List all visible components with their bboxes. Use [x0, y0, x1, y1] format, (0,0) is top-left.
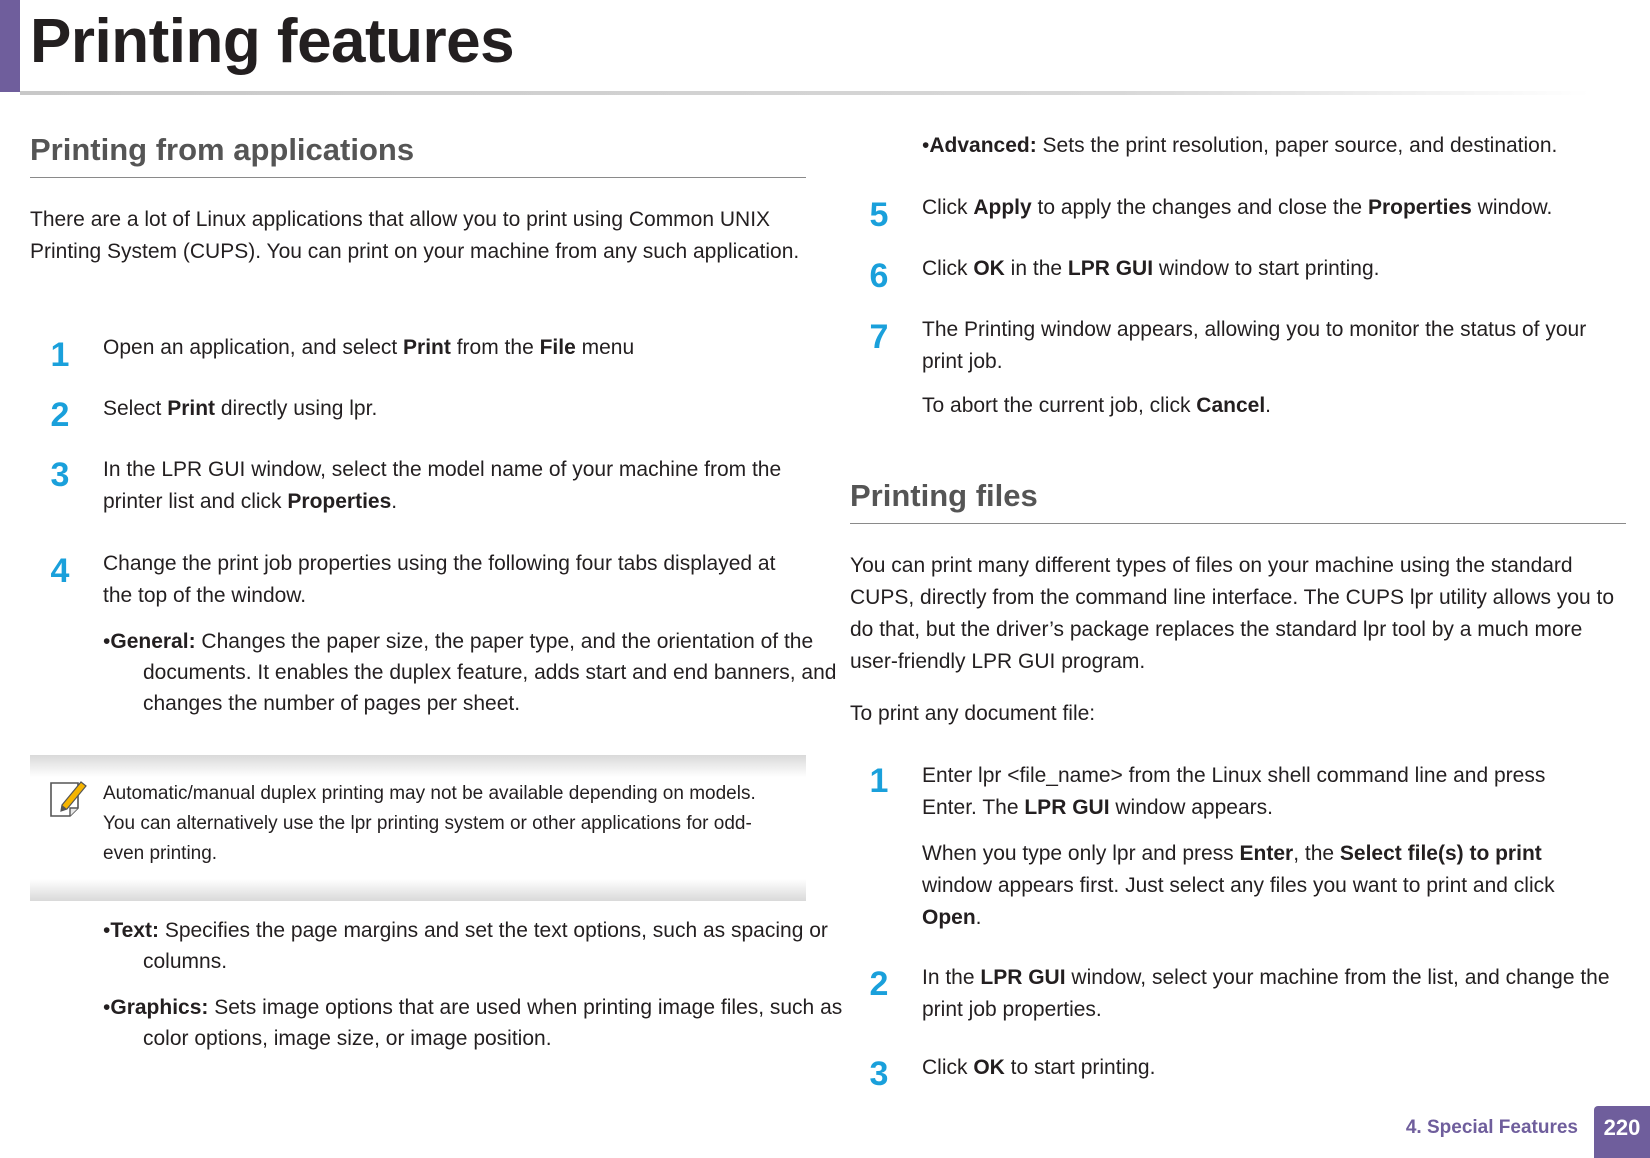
step-number: 1 [869, 762, 889, 800]
step-text: Click OK in the LPR GUI window to start printing. [922, 257, 1380, 280]
note-box [30, 755, 806, 901]
note-bottom-rule [30, 879, 806, 901]
step-text: Enter lpr <file_name> from the Linux shell command line and press Enter. The LPR GUI window appears. [922, 764, 1546, 819]
note-text: Automatic/manual duplex printing may not be available depending on models. You can alternatively use the lpr printing system or other applications for odd-even printing. [103, 783, 756, 864]
bullet-general: •General: Changes the paper size, the paper type, and the orientation of the documents. It enables the duplex feature, adds start and end banners, and changes the number of pages per sheet. [103, 630, 837, 715]
section-title-printing-files: Printing files [850, 478, 1038, 513]
title-divider [20, 91, 1590, 95]
header-accent-bar [0, 0, 20, 92]
note-pencil-icon [48, 778, 88, 820]
step-text: In the LPR GUI window, select your machine from the list, and change the print job properties. [922, 966, 1610, 1021]
step-number: 2 [869, 965, 889, 1003]
step-text: Change the print job properties using the following four tabs displayed at the top of the window. [103, 552, 776, 607]
printing-files-intro: You can print many different types of files on your machine using the standard CUPS, directly from the command line interface. The CUPS lpr utility allows you to do that, but the driver’s package replaces the standard lpr tool by a much more user-friendly LPR GUI program. [850, 554, 1615, 673]
footer-chapter: 4. Special Features [1405, 1117, 1578, 1138]
step-text: Click OK to start printing. [922, 1056, 1156, 1079]
step-text: Open an application, and select Print from the File menu [103, 336, 635, 359]
step-number: 6 [869, 257, 889, 295]
abort-instruction: To abort the current job, click Cancel. [922, 394, 1272, 417]
step-number: 4 [50, 552, 70, 590]
substep-note: When you type only lpr and press Enter, the Select file(s) to print window appears first. Just select any files you want to print and click Open. [922, 842, 1555, 929]
bullet-advanced: •Advanced: Sets the print resolution, paper source, and destination. [922, 134, 1558, 157]
bullet-graphics: •Graphics: Sets image options that are used when printing image files, such as color options, image size, or image position. [103, 996, 843, 1050]
step-text: Select Print directly using lpr. [103, 397, 378, 420]
step-number: 3 [869, 1055, 889, 1093]
printing-files-lead: To print any document file: [850, 702, 1096, 725]
step-text: In the LPR GUI window, select the model name of your machine from the printer list and click Properties. [103, 458, 782, 513]
step-number: 1 [50, 336, 70, 374]
step-number: 5 [869, 196, 889, 234]
step-number: 2 [50, 396, 70, 434]
step-number: 7 [869, 318, 889, 356]
page-number-badge: 220 [1594, 1106, 1650, 1158]
step-number: 3 [50, 456, 70, 494]
section-divider [850, 523, 1626, 524]
step-text: The Printing window appears, allowing you to monitor the status of your print job. [922, 318, 1587, 373]
step-text: Click Apply to apply the changes and close the Properties window. [922, 196, 1553, 219]
section-divider [30, 177, 806, 178]
intro-paragraph: There are a lot of Linux applications that allow you to print using Common UNIX Printing System (CUPS). You can print on your machine from any such application. [30, 208, 800, 263]
page-title: Printing features [30, 7, 515, 76]
note-top-rule [30, 755, 806, 777]
section-title-printing-from-applications: Printing from applications [30, 132, 415, 167]
bullet-text: •Text: Specifies the page margins and set the text options, such as spacing or columns. [103, 919, 828, 973]
